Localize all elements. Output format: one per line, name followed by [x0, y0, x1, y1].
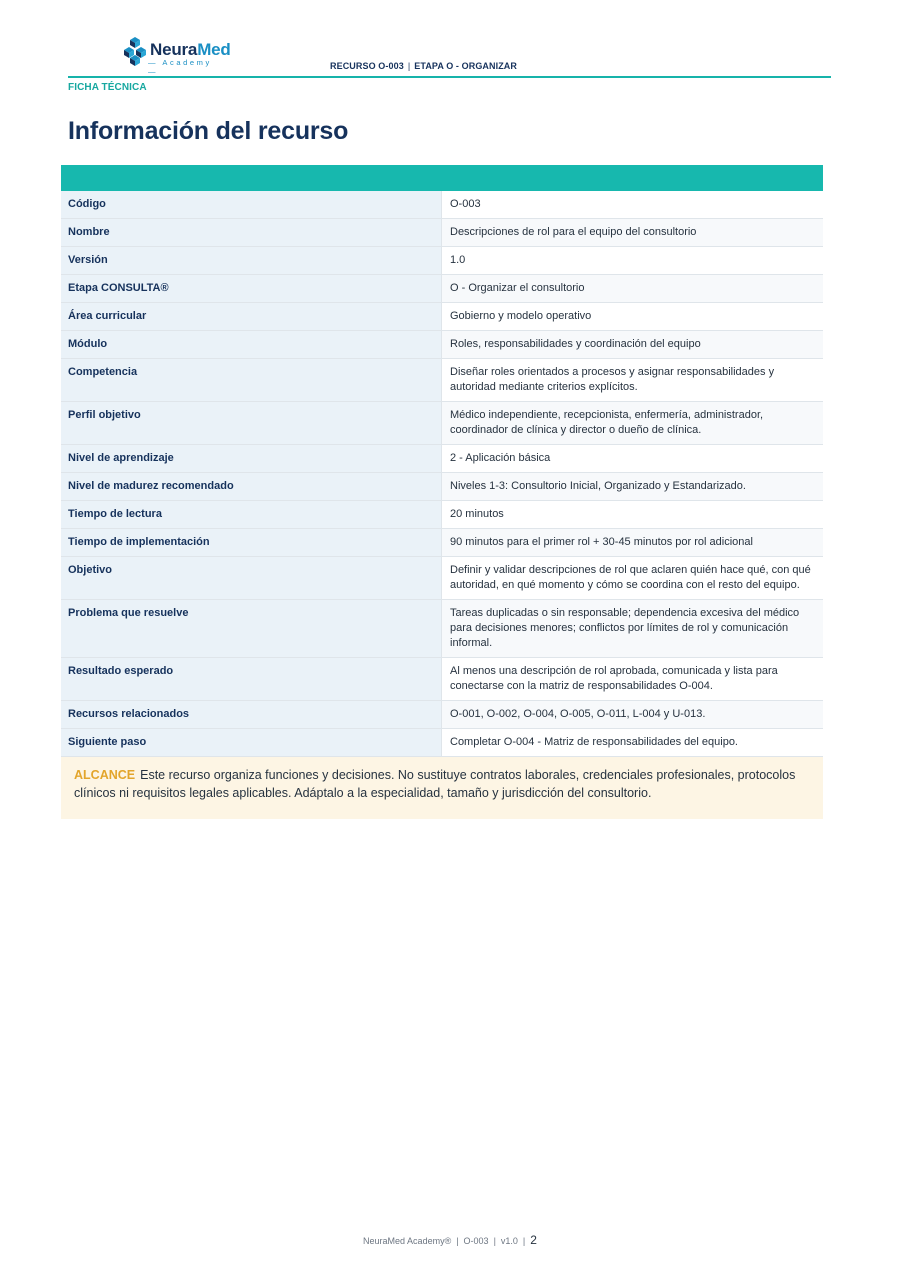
row-label: Perfil objetivo	[61, 402, 441, 444]
section-kicker: FICHA TÉCNICA	[68, 82, 147, 93]
table-row	[61, 600, 823, 658]
row-value: 2 - Aplicación básica	[441, 445, 823, 472]
stacked-cubes-logo-icon	[118, 34, 152, 68]
row-label: Tiempo de implementación	[61, 529, 441, 556]
row-value: O-001, O-002, O-004, O-005, O-011, L-004 y U-013.	[441, 701, 823, 728]
row-value: Gobierno y modelo operativo	[441, 303, 823, 330]
row-value: 20 minutos	[441, 501, 823, 528]
table-header-bar	[61, 165, 823, 191]
table-row	[61, 219, 823, 247]
table-row	[61, 275, 823, 303]
table-row	[61, 473, 823, 501]
header-resource: RECURSO O-003	[330, 61, 404, 71]
header-stage: ETAPA O - ORGANIZAR	[414, 61, 518, 71]
table-row	[61, 658, 823, 701]
table-row	[61, 402, 823, 445]
row-label: Nivel de madurez recomendado	[61, 473, 441, 500]
resource-info-table	[61, 165, 823, 819]
row-label: Nombre	[61, 219, 441, 246]
row-value: Descripciones de rol para el equipo del consultorio	[441, 219, 823, 246]
table-row	[61, 445, 823, 473]
footer-code: O-003	[463, 1236, 489, 1246]
scope-note-text: Este recurso organiza funciones y decisiones. No sustituye contratos laborales, credenciales profesionales, protocolos clínicos ni requisitos legales aplicables. Adáptalo a la especialidad, tamaño y jurisdicción del consultorio.	[74, 768, 796, 800]
scope-note	[61, 757, 823, 819]
footer-brand: NeuraMed Academy®	[363, 1236, 452, 1246]
row-label: Objetivo	[61, 557, 441, 599]
footer-separator: |	[493, 1236, 496, 1246]
logo-subtitle: — Academy —	[148, 58, 212, 76]
row-label: Resultado esperado	[61, 658, 441, 700]
page-number: 2	[530, 1233, 537, 1247]
row-value: Al menos una descripción de rol aprobada, comunicada y lista para conectarse con la matriz de responsabilidades O-004.	[441, 658, 823, 700]
header-meta	[330, 61, 517, 71]
row-label: Nivel de aprendizaje	[61, 445, 441, 472]
row-value: 1.0	[441, 247, 823, 274]
footer-version: v1.0	[500, 1236, 518, 1246]
header-separator: |	[407, 61, 411, 71]
table-row	[61, 701, 823, 729]
row-value: Diseñar roles orientados a procesos y asignar responsabilidades y autoridad mediante criterios explícitos.	[441, 359, 823, 401]
scope-note-tag: ALCANCE	[74, 768, 136, 782]
row-label: Versión	[61, 247, 441, 274]
row-value: 90 minutos para el primer rol + 30-45 minutos por rol adicional	[441, 529, 823, 556]
row-value: Definir y validar descripciones de rol que aclaren quién hace qué, con qué autoridad, en qué momento y cómo se coordina con el resto del equipo.	[441, 557, 823, 599]
row-value: Roles, responsabilidades y coordinación del equipo	[441, 331, 823, 358]
table-row	[61, 191, 823, 219]
row-label: Código	[61, 191, 441, 218]
row-label: Recursos relacionados	[61, 701, 441, 728]
row-label: Problema que resuelve	[61, 600, 441, 657]
page-title: Información del recurso	[68, 117, 349, 145]
row-value: O - Organizar el consultorio	[441, 275, 823, 302]
table-row	[61, 529, 823, 557]
row-value: Niveles 1-3: Consultorio Inicial, Organizado y Estandarizado.	[441, 473, 823, 500]
table-body	[61, 191, 823, 757]
row-label: Módulo	[61, 331, 441, 358]
footer-separator: |	[522, 1236, 526, 1246]
logo-wordmark: NeuraMed	[150, 40, 231, 59]
row-value: O-003	[441, 191, 823, 218]
table-row	[61, 501, 823, 529]
row-label: Área curricular	[61, 303, 441, 330]
footer-separator: |	[456, 1236, 459, 1246]
row-label: Tiempo de lectura	[61, 501, 441, 528]
table-row	[61, 247, 823, 275]
row-label: Siguiente paso	[61, 729, 441, 756]
row-value: Médico independiente, recepcionista, enfermería, administrador, coordinador de clínica y director o dueño de clínica.	[441, 402, 823, 444]
row-value: Completar O-004 - Matriz de responsabilidades del equipo.	[441, 729, 823, 756]
row-label: Etapa CONSULTA®	[61, 275, 441, 302]
brand-logo	[84, 18, 231, 76]
table-row	[61, 359, 823, 402]
row-value: Tareas duplicadas o sin responsable; dependencia excesiva del médico para decisiones menores; conflictos por límites de rol y comunicación informal.	[441, 600, 823, 657]
table-row	[61, 729, 823, 757]
row-label: Competencia	[61, 359, 441, 401]
table-row	[61, 303, 823, 331]
header-divider	[68, 76, 831, 78]
page-footer	[0, 1233, 900, 1247]
table-row	[61, 331, 823, 359]
table-row	[61, 557, 823, 600]
